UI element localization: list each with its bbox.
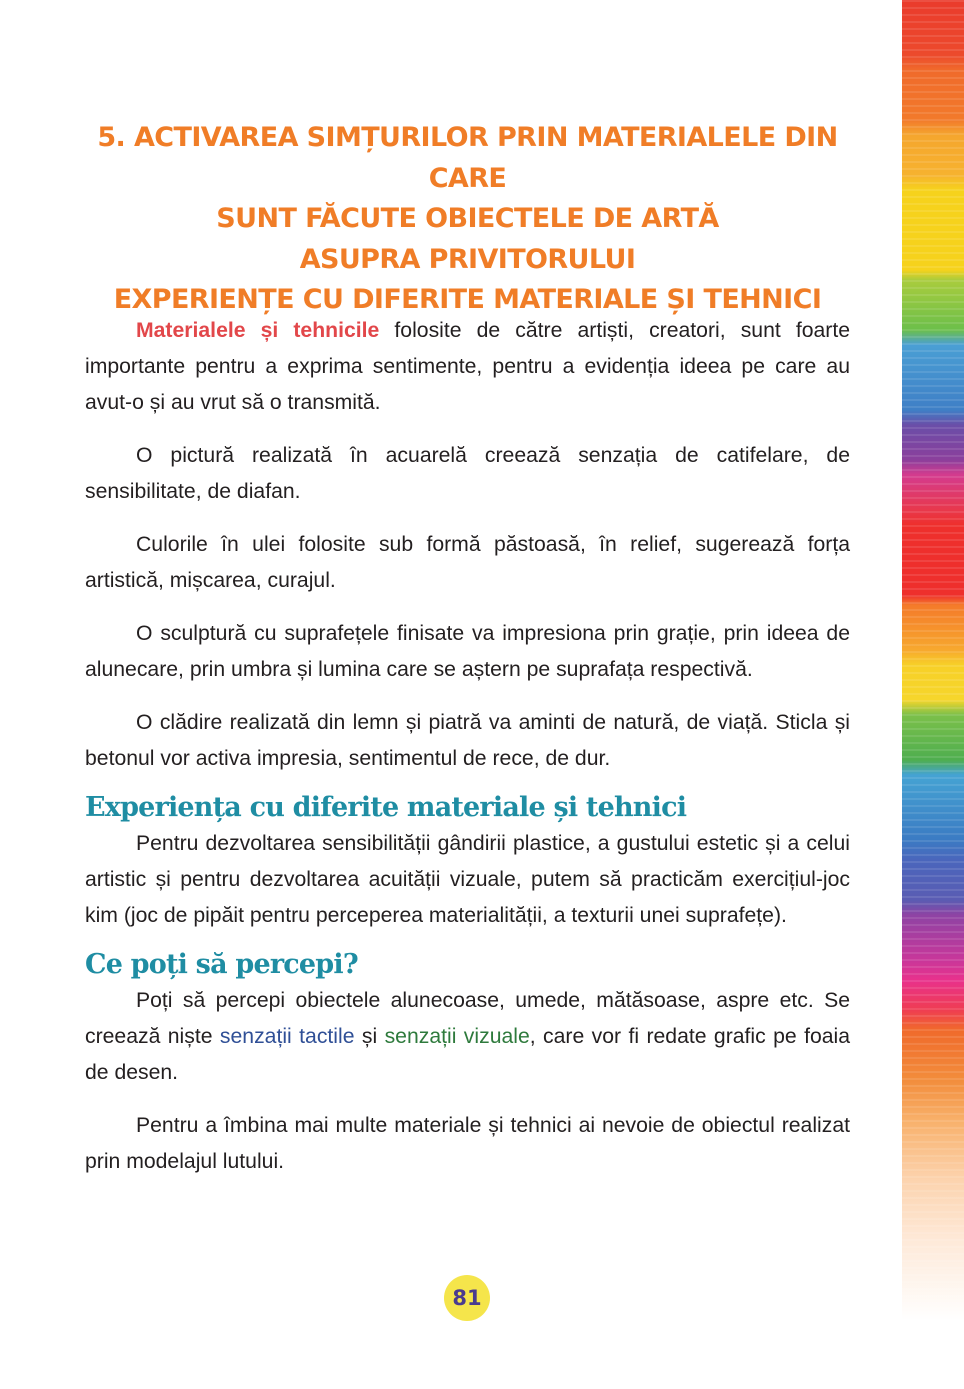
body-text xyxy=(85,313,850,1197)
title-line: SUNT FĂCUTE OBIECTELE DE ARTĂ xyxy=(216,203,719,234)
paragraph-text: și xyxy=(354,1025,385,1048)
paragraph-building: O clădire realizată din lemn și piatră va aminti de natură, de viață. Sticla și betonul vor activa impresia, sentimentul de rece, de dur. xyxy=(85,711,850,770)
paragraph-oil: Culorile în ulei folosite sub formă păstoasă, în relief, sugerează forța artistică, mișcarea, curajul. xyxy=(85,533,850,592)
page-number: 81 xyxy=(444,1275,490,1321)
title-line: 5. ACTIVAREA SIMȚURILOR PRIN MATERIALELE DIN CARE xyxy=(97,122,838,194)
page-title xyxy=(85,118,850,321)
paragraph-materials xyxy=(85,313,850,421)
paragraph-clay: Pentru a îmbina mai multe materiale și tehnici ai nevoie de obiectul realizat prin modelajul lutului. xyxy=(85,1114,850,1173)
paragraph-sculpture: O sculptură cu suprafețele finisate va impresiona prin grație, prin ideea de alunecare, prin umbra și lumina care se aștern pe suprafața respectivă. xyxy=(85,622,850,681)
section-heading-perceive: Ce poți să percepi? xyxy=(85,949,358,980)
highlight-materials: Materialele și tehnicile xyxy=(136,319,380,342)
paragraph-text: Poți să percepi obiectele alunecoase, umede, mătăsoase, aspre etc. Se creează niște xyxy=(85,989,850,1048)
rainbow-border xyxy=(902,0,964,1389)
title-line: EXPERIENȚE CU DIFERITE MATERIALE ȘI TEHNICI xyxy=(113,284,822,315)
highlight-tactile: senzații tactile xyxy=(219,1025,355,1048)
paragraph-perceive xyxy=(85,983,850,1091)
highlight-visual: senzații vizuale xyxy=(384,1025,530,1048)
section-heading-experience: Experiența cu diferite materiale și tehnici xyxy=(85,792,687,823)
paragraph-text: folosite de către artiști, creatori, sunt foarte importante pentru a exprima sentimente, pentru a evidenția ideea pe care au avut-o și au vrut să o transmită. xyxy=(85,319,851,414)
title-line: ASUPRA PRIVITORULUI xyxy=(299,243,636,275)
paragraph-kim-game: Pentru dezvoltarea sensibilității gândirii plastice, a gustului estetic și a celui artistic și pentru dezvoltarea acuității vizuale, putem să practicăm exercițiul-joc kim (joc de pipăit pentru perceperea materialității, a texturii unei suprafețe). xyxy=(85,832,850,927)
paragraph-text: , care vor fi redate grafic pe foaia de desen. xyxy=(85,1025,851,1084)
paragraph-watercolor: O pictură realizată în acuarelă creează senzația de catifelare, de sensibilitate, de diafan. xyxy=(85,444,850,503)
